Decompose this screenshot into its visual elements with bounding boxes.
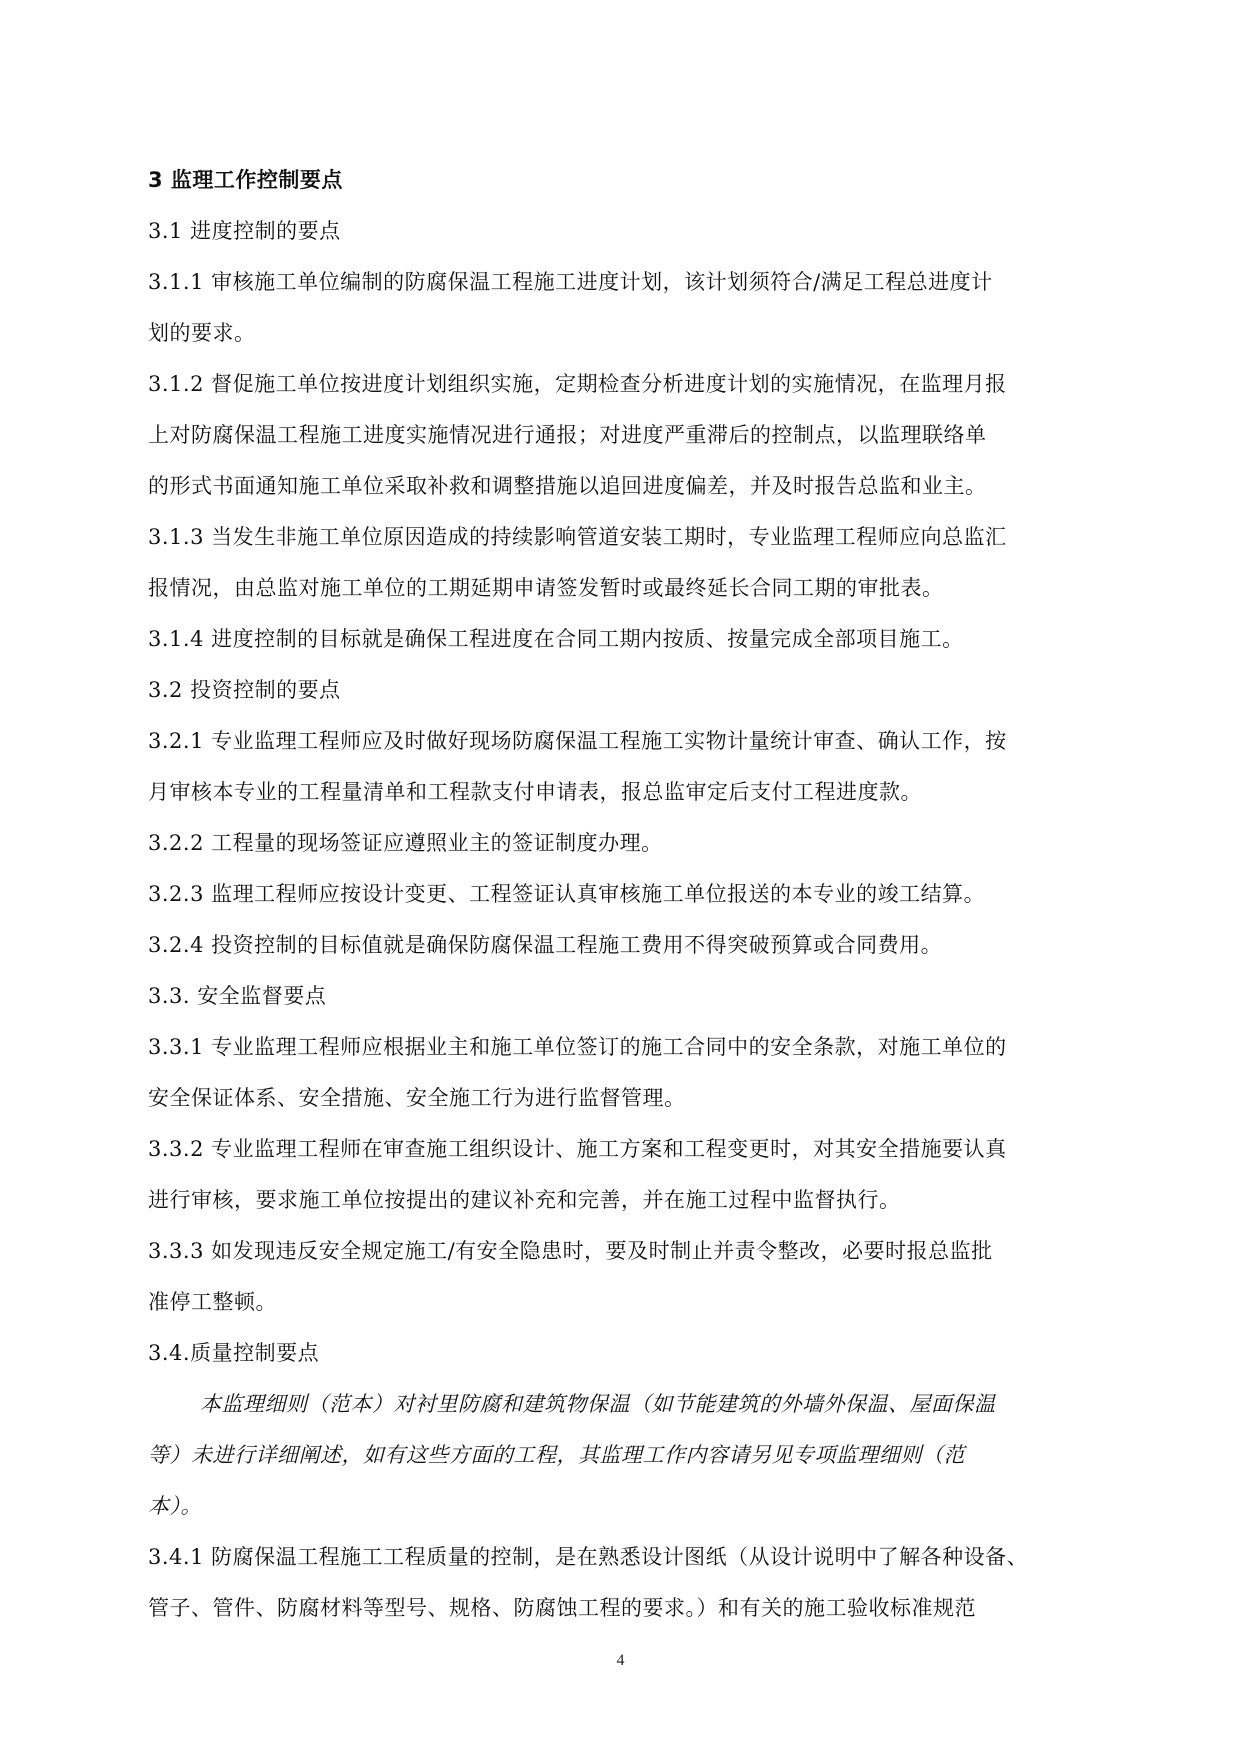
paragraph-3-1-2: 3.1.2 督促施工单位按进度计划组织实施，定期检查分析进度计划的实施情况，在监理月报 xyxy=(148,372,1007,396)
paragraph-3-1-1-cont: 划的要求。 xyxy=(148,321,256,345)
italic-note-cont: 等）未进行详细阐述，如有这些方面的工程，其监理工作内容请另见专项监理细则（范 xyxy=(148,1443,965,1467)
subsection-heading-3-3: 3.3. 安全监督要点 xyxy=(148,984,327,1008)
document-body xyxy=(148,155,1114,1634)
paragraph-3-2-1-cont: 月审核本专业的工程量清单和工程款支付申请表，报总监审定后支付工程进度款。 xyxy=(148,780,922,804)
paragraph-3-3-2: 3.3.2 专业监理工程师在审查施工组织设计、施工方案和工程变更时，对其安全措施要认真 xyxy=(148,1137,1007,1161)
paragraph-3-3-1-cont: 安全保证体系、安全措施、安全施工行为进行监督管理。 xyxy=(148,1086,686,1110)
page-number: 4 xyxy=(616,1652,625,1669)
paragraph-3-3-3-cont: 准停工整顿。 xyxy=(148,1290,277,1314)
subsection-heading-3-2: 3.2 投资控制的要点 xyxy=(148,678,341,702)
paragraph-3-2-2: 3.2.2 工程量的现场签证应遵照业主的签证制度办理。 xyxy=(148,831,663,855)
paragraph-3-2-1: 3.2.1 专业监理工程师应及时做好现场防腐保温工程施工实物计量统计审查、确认工作，按 xyxy=(148,729,1007,753)
paragraph-3-1-1: 3.1.1 审核施工单位编制的防腐保温工程施工进度计划，该计划须符合/满足工程总进度计 xyxy=(148,270,993,294)
paragraph-3-1-3: 3.1.3 当发生非施工单位原因造成的持续影响管道安装工期时，专业监理工程师应向总监汇 xyxy=(148,525,1007,549)
italic-note-cont: 本）。 xyxy=(148,1494,202,1518)
paragraph-3-1-4: 3.1.4 进度控制的目标就是确保工程进度在合同工期内按质、按量完成全部项目施工。 xyxy=(148,627,964,651)
paragraph-3-3-1: 3.3.1 专业监理工程师应根据业主和施工单位签订的施工合同中的安全条款，对施工单位的 xyxy=(148,1035,1007,1059)
paragraph-3-1-2-cont: 上对防腐保温工程施工进度实施情况进行通报；对进度严重滞后的控制点，以监理联络单 xyxy=(148,423,987,447)
paragraph-3-3-3: 3.3.3 如发现违反安全规定施工/有安全隐患时，要及时制止并责令整改，必要时报总监批 xyxy=(148,1239,993,1263)
paragraph-3-4-1: 3.4.1 防腐保温工程施工工程质量的控制，是在熟悉设计图纸（从设计说明中了解各种设备、 xyxy=(148,1545,1029,1569)
paragraph-3-3-2-cont: 进行审核，要求施工单位按提出的建议补充和完善，并在施工过程中监督执行。 xyxy=(148,1188,901,1212)
paragraph-3-2-3: 3.2.3 监理工程师应按设计变更、工程签证认真审核施工单位报送的本专业的竣工结算。 xyxy=(148,882,986,906)
paragraph-3-4-1-cont: 管子、管件、防腐材料等型号、规格、防腐蚀工程的要求。）和有关的施工验收标准规范 xyxy=(148,1596,976,1620)
paragraph-3-2-4: 3.2.4 投资控制的目标值就是确保防腐保温工程施工费用不得突破预算或合同费用。 xyxy=(148,933,943,957)
subsection-heading-3-4: 3.4.质量控制要点 xyxy=(148,1341,320,1365)
italic-note: 本监理细则（范本）对衬里防腐和建筑物保温（如节能建筑的外墙外保温、屋面保温 xyxy=(200,1392,996,1416)
subsection-heading-3-1: 3.1 进度控制的要点 xyxy=(148,219,341,243)
paragraph-3-1-2-cont: 的形式书面通知施工单位采取补救和调整措施以追回进度偏差，并及时报告总监和业主。 xyxy=(148,474,987,498)
paragraph-3-1-3-cont: 报情况，由总监对施工单位的工期延期申请签发暂时或最终延长合同工期的审批表。 xyxy=(148,576,944,600)
section-heading-3: 3 监理工作控制要点 xyxy=(148,168,343,192)
